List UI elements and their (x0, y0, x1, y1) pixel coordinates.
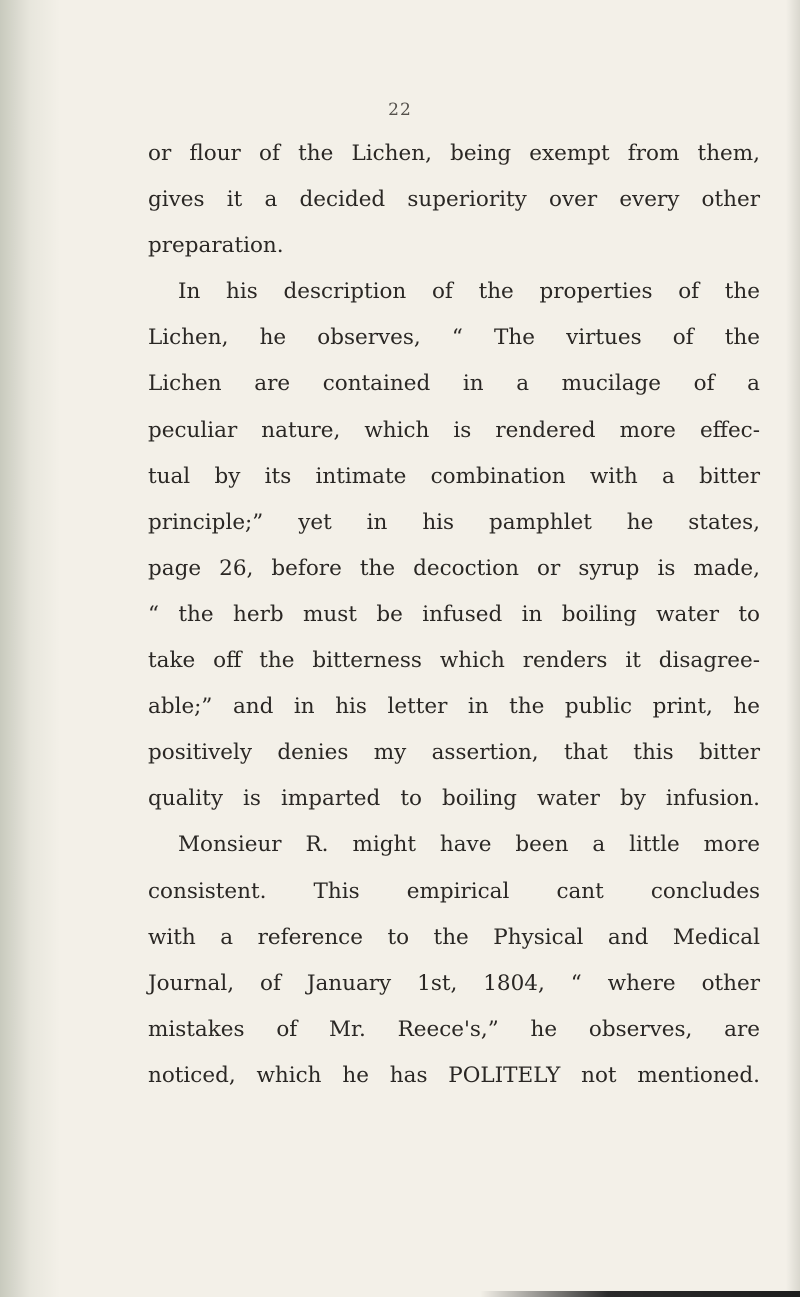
text-line-5: Lichen, he observes, “ The virtues of the (148, 325, 760, 351)
text-line-11: “ the herb must be infused in boiling water to (148, 601, 760, 627)
text-line-13: able;” and in his letter in the public print, he (148, 694, 760, 720)
text-line-17: consistent. This empirical cant concludes (148, 878, 760, 904)
text-line-1: or flour of the Lichen, being exempt from them, (148, 141, 760, 166)
text-line-21: noticed, which he has POLITELY not mentioned. (148, 1062, 760, 1088)
text-line-4: In his description of the properties of the (178, 279, 760, 305)
text-line-7: peculiar nature, which is rendered more effec- (148, 417, 760, 443)
text-line-12: take off the bitterness which renders it disagree- (148, 648, 760, 674)
text-line-19: Journal, of January 1st, 1804, “ where other (148, 970, 760, 996)
text-line-3: preparation. (148, 233, 284, 259)
text-line-16: Monsieur R. might have been a little more (178, 832, 760, 858)
text-line-18: with a reference to the Physical and Medical (148, 924, 760, 950)
text-line-20: mistakes of Mr. Reece's,” he observes, are (148, 1016, 760, 1042)
text-line-8: tual by its intimate combination with a bitter (148, 463, 760, 489)
text-line-2: gives it a decided superiority over every other (148, 187, 760, 213)
page-number: 22 (388, 100, 412, 120)
page-bottom-edge (480, 1291, 800, 1297)
text-line-6: Lichen are contained in a mucilage of a (148, 371, 760, 397)
text-line-14: positively denies my assertion, that this bitter (148, 740, 760, 766)
text-line-15: quality is imparted to boiling water by infusion. (148, 786, 760, 812)
text-line-10: page 26, before the decoction or syrup is made, (148, 555, 760, 581)
body-text (148, 131, 760, 1099)
text-line-9: principle;” yet in his pamphlet he states, (148, 509, 760, 535)
